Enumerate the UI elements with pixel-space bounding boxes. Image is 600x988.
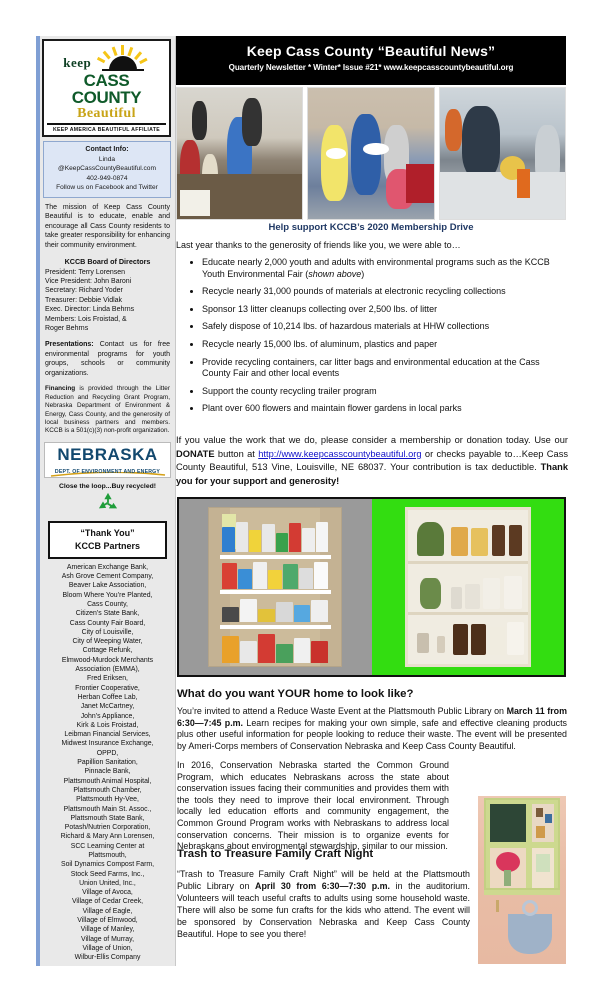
sec1-pre: You’re invited to attend a Reduce Waste Event at the Plattsmouth Public Library on	[177, 706, 507, 716]
board-row: Members: Lois Froistad, &	[45, 315, 127, 323]
donate-word: DONATE	[176, 448, 215, 459]
section-heading-trash-to-treasure: Trash to Treasure Family Craft Night	[177, 848, 374, 860]
board-list	[45, 268, 170, 334]
bullet-text: Safely dispose of 10,214 lbs. of hazardous materials at HHW collections	[202, 321, 490, 332]
nebraska-dee-logo	[44, 442, 171, 478]
newsletter-subtitle: Quarterly Newsletter * Winter* Issue #21* www.keepcasscountybeautiful.org	[228, 63, 514, 72]
partner-item: Janet McCartney,	[80, 703, 135, 711]
partner-item: Plattsmouth Hy-Vee,	[76, 796, 139, 804]
section-body-trash-to-treasure	[177, 868, 470, 940]
nebraska-subtitle: DEPT. OF ENVIRONMENT AND ENERGY	[54, 468, 161, 475]
partner-item: Village of Eagle,	[82, 907, 133, 915]
partner-item: OPPD,	[96, 749, 119, 757]
partner-item: Plattsmouth Main St. Assoc.,	[63, 805, 152, 813]
partner-item: Leibman Financial Services,	[64, 731, 151, 739]
sec3-bold: April 30 from 6:30—7:30 p.m.	[255, 881, 390, 891]
masthead	[176, 36, 566, 85]
accomplishment-bullet	[202, 321, 566, 333]
accomplishment-bullet	[202, 257, 566, 280]
partner-item: Stock Seed Farms, Inc.,	[70, 870, 145, 878]
contact-phone[interactable]: 402-949-0874	[86, 174, 128, 182]
partner-item: Bloom Where You’re Planted,	[62, 591, 153, 599]
partner-item: Cass County Fair Board,	[69, 619, 146, 627]
section-heading-reduce-waste: What do you want YOUR home to look like?	[177, 688, 414, 700]
partner-item: Frontier Cooperative,	[75, 684, 140, 692]
partner-item: Union United, Inc.,	[79, 879, 136, 887]
organized-pantry-photo	[372, 499, 565, 675]
nebraska-wordmark: NEBRASKA	[57, 444, 158, 464]
nebraska-swoosh-icon	[47, 464, 168, 468]
donate-thanks: Thank you for your support and generosity!	[176, 462, 568, 486]
thank-you-line1: “Thank You”	[80, 527, 135, 538]
photo-children-plates	[307, 87, 434, 220]
board-row: Exec. Director: Linda Behrns	[45, 306, 135, 314]
mission-statement: The mission of Keep Cass County Beautiful is to educate, enable and encourage all Cass County residents to take greater responsibility for enhancing their community environment.	[45, 203, 170, 249]
partner-item: Village of Union,	[82, 944, 133, 952]
membership-drive-caption: Help support KCCB’s 2020 Membership Drive	[268, 222, 474, 233]
board-row: Treasurer: Debbie Vidlak	[45, 296, 123, 304]
photo-strip	[176, 87, 566, 220]
craft-shelf-photo	[478, 796, 566, 964]
donate-link[interactable]: http://www.keepcasscountybeautiful.org	[258, 448, 422, 459]
partner-item: Fred Eriksen,	[87, 675, 128, 683]
bullet-text: Recycle nearly 15,000 lbs. of aluminum, plastics and paper	[202, 338, 438, 349]
board-row: President: Terry Lorensen	[45, 268, 126, 276]
accomplishment-bullet	[202, 304, 566, 316]
partner-item: Richard & Mary Ann Lorensen,	[60, 833, 155, 841]
bullet-italic: shown above	[308, 268, 362, 279]
partner-item: Plattsmouth,	[88, 851, 127, 859]
presentations-note	[45, 340, 170, 378]
logo-cass-county-text: CASS COUNTY	[71, 71, 142, 107]
donate-text-2: button at	[214, 448, 259, 459]
donate-text-1: If you value the work that we do, please consider a membership or donation today. Use our	[176, 435, 568, 445]
partner-item: Elmwood-Murdock Merchants	[61, 656, 154, 664]
contact-social: Follow us on Facebook and Twitter	[56, 184, 158, 191]
board-of-directors	[45, 257, 170, 333]
thank-you-partners-box	[48, 521, 167, 559]
partner-item: Association (EMMA),	[75, 666, 140, 674]
newsletter-title: Keep Cass County “Beautiful News”	[246, 43, 496, 59]
sunrise-icon	[96, 45, 150, 71]
accomplishment-bullet	[202, 357, 566, 380]
bullet-text: Recycle nearly 31,000 pounds of materials at electronic recycling collections	[202, 286, 506, 297]
partner-item: Kirk & Lois Froistad,	[76, 721, 139, 729]
logo-beautiful-text: Beautiful	[77, 106, 136, 121]
partner-item: SCC Learning Center at	[70, 842, 145, 850]
accomplishment-bullet	[202, 403, 566, 415]
partner-item: American Exchange Bank,	[66, 563, 149, 571]
bullet-text: Sponsor 13 litter cleanups collecting over 2,500 lbs. of litter	[202, 303, 438, 314]
before-after-image-panel	[177, 497, 566, 677]
accomplishments-bullets	[176, 257, 566, 421]
contact-email[interactable]: @KeepCassCountyBeautiful.com	[58, 165, 156, 172]
bullet-tail: )	[361, 268, 365, 279]
accomplishment-bullet	[202, 339, 566, 351]
sec1-bold: March 11 from 6:30—7:45 p.m.	[177, 706, 567, 728]
partner-item: Village of Manley,	[80, 926, 135, 934]
partner-item: Village of Avoca,	[82, 889, 133, 897]
partner-item: Soil Dynamics Compost Farm,	[60, 861, 155, 869]
photo-demonstration-table	[439, 87, 566, 220]
bullet-text: Educate nearly 2,000 youth and adults with environmental programs such as the KCCB Youth Environmental Fair (	[202, 257, 550, 279]
partner-item: Village of Cedar Creek,	[71, 898, 144, 906]
partner-item: Cottage Refunk,	[82, 647, 133, 655]
cluttered-cabinet-photo	[179, 499, 372, 675]
financing-note	[45, 385, 170, 435]
section-body-reduce-waste	[177, 706, 567, 752]
board-heading: KCCB Board of Directors	[64, 257, 151, 266]
partner-item: Plattsmouth State Bank,	[70, 814, 145, 822]
board-row: Roger Behrns	[45, 324, 89, 332]
financing-text: is provided through the Litter Reduction and Recycling Grant Program, Nebraska Department of Environment & Energy, Cass County, and the generosity of local business partners and members. KCCB is a 501(c)(3) non-profit organization.	[45, 385, 170, 435]
board-row: Secretary: Richard Yoder	[45, 287, 123, 295]
partner-item: Potash/Nutrien Corporation,	[64, 824, 151, 832]
donate-paragraph	[176, 434, 568, 488]
close-the-loop-text: Close the loop...Buy recycled!	[58, 482, 157, 490]
partner-item: Plattsmouth Chamber,	[73, 786, 142, 794]
sec2-text: In 2016, Conservation Nebraska started the Common Ground Program, which educates Nebraskans across the state about conservation issues facing their communities and provides them with the tools they need to improve their local environment. Through locally led education efforts and community engagement, the Common Ground Program works with Nebraskans to address local conservation concerns. Their mission is to organize events for Nebraskans about environmental stewardship, similar to our mission.	[177, 760, 449, 852]
sec3-post: in the auditorium. Volunteers will teach useful crafts to adults using some household waste. There will also be some fun crafts for the kids who attend. The event will be sponsored by Conservation Nebraska and Keep Cass County Beautiful. Hope to see you there!	[177, 881, 470, 939]
partner-item: John’s Appliance,	[80, 712, 135, 720]
partner-item: Herban Coffee Lab,	[77, 693, 138, 701]
partner-item: Beaver Lake Association,	[68, 582, 147, 590]
partner-item: Village of Murray,	[81, 935, 134, 943]
partner-item: Pinnacle Bank,	[84, 768, 131, 776]
bullet-text: Provide recycling containers, car litter bags and environmental education at the Cass County Fair and other local events	[202, 356, 540, 379]
partner-item: Plattsmouth Animal Hospital,	[63, 777, 152, 785]
contact-heading: Contact Info:	[85, 146, 129, 153]
partner-item: City of Louisville,	[81, 628, 134, 636]
partner-item: Midwest Insurance Exchange,	[61, 740, 154, 748]
thank-you-line2: KCCB Partners	[74, 540, 141, 551]
accomplishment-bullet	[202, 286, 566, 298]
bullet-text: Plant over 600 flowers and maintain flower gardens in local parks	[202, 403, 462, 414]
photo-youth-fair-logs	[176, 87, 303, 220]
partner-item: City of Weeping Water,	[72, 638, 143, 646]
partner-item: Citizen’s State Bank,	[75, 610, 140, 618]
accomplishment-bullet	[202, 386, 566, 398]
recycling-symbol-icon	[40, 492, 175, 517]
donate-text-3: or checks payable to…Keep Cass County Beautiful, 513 Vine, Louisville, NE 68037. Your contribution is tax deductible.	[176, 448, 568, 473]
financing-label: Financing	[45, 385, 76, 393]
sec1-post: Learn recipes for making your own simple, safe and effective cleaning products plus other useful information for people looking to reduce their waste. The event will be presented by Ameri-Corps members of Conservation Nebraska and Keep Cass County Beautiful.	[177, 717, 567, 751]
logo-keep-text: keep	[63, 55, 92, 70]
presentations-text: Contact us for free environmental programs for youth groups, schools or community organizations.	[45, 341, 170, 377]
logo-affiliate-text: KEEP AMERICA BEAUTIFUL AFFILIATE	[47, 123, 166, 133]
partner-item: Cass County,	[87, 600, 128, 608]
partner-item: Wilbur-Ellis Company	[74, 954, 141, 962]
partner-item: Papillion Sanitation,	[77, 759, 138, 767]
presentations-label: Presentations:	[45, 341, 94, 349]
partner-list	[43, 563, 172, 963]
bullet-text: Support the county recycling trailer program	[202, 385, 377, 396]
partner-item: Village of Elmwood,	[77, 917, 138, 925]
contact-name: Linda	[98, 155, 116, 163]
partner-item: Ash Grove Cement Company,	[61, 573, 154, 581]
kccb-logo	[42, 39, 171, 137]
sidebar	[36, 36, 176, 966]
intro-line: Last year thanks to the generosity of friends like you, we were able to…	[176, 240, 461, 250]
board-row: Vice President: John Baroni	[45, 277, 132, 285]
sec3-pre: “Trash to Treasure Family Craft Night” will be held at the Plattsmouth Public Library on	[177, 869, 470, 891]
contact-info-box	[43, 141, 171, 198]
